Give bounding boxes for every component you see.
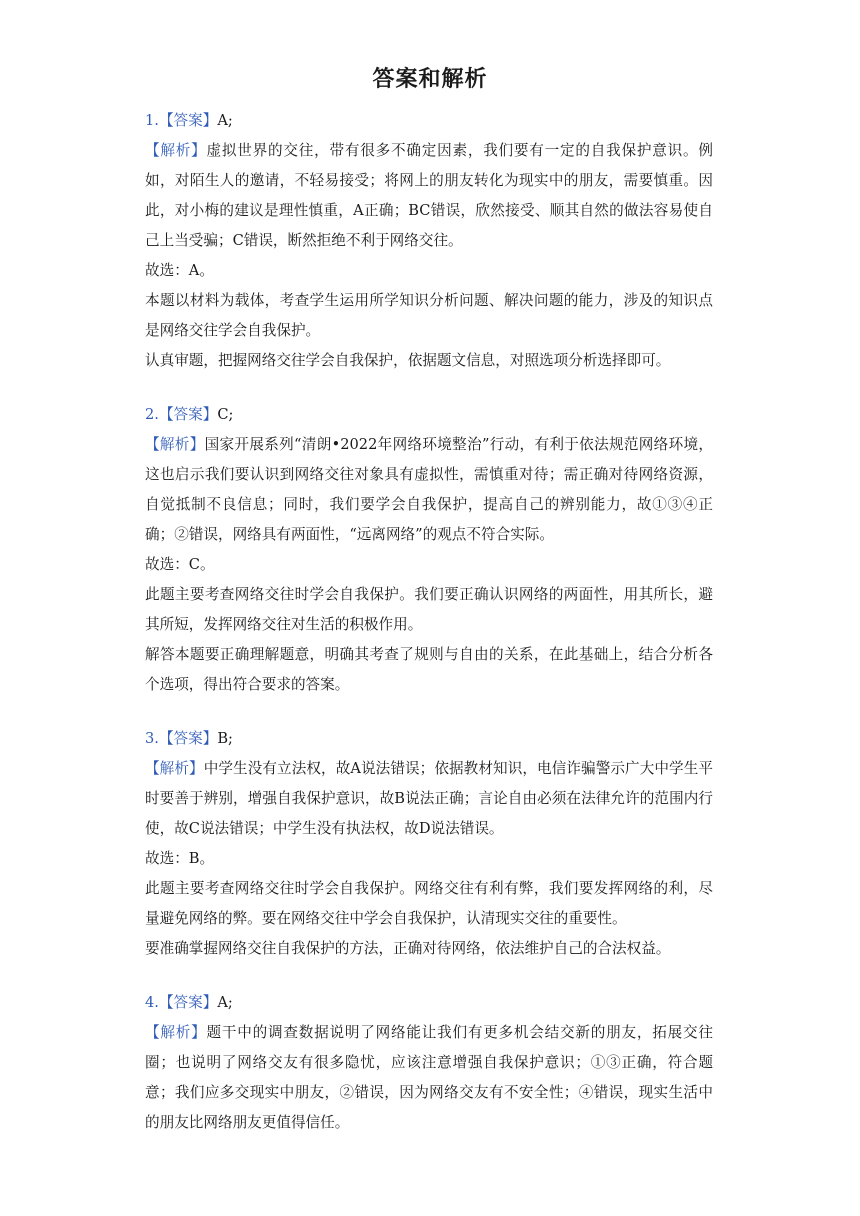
page-title: 答案和解析: [372, 67, 488, 92]
question-3: [145, 724, 713, 964]
answer-line: [145, 400, 713, 430]
answer-line: [145, 988, 713, 1018]
answer-tag: 【答案】: [158, 112, 218, 129]
answer-value: C;: [217, 406, 234, 423]
question-number: 2.: [145, 406, 159, 423]
analysis-paragraph: [145, 754, 713, 844]
answer-tag: 【答案】: [158, 406, 218, 423]
analysis-tag: 【解析】: [145, 142, 207, 159]
analysis-paragraph: [145, 136, 713, 256]
answer-line: [145, 724, 713, 754]
note-paragraph: 解答本题要正确理解题意，明确其考查了规则与自由的关系，在此基础上，结合分析各个选项，得出符合要求的答案。: [145, 646, 713, 693]
analysis-tag: 【解析】: [145, 1024, 207, 1041]
question-2: [145, 400, 713, 700]
analysis-tag: 【解析】: [145, 760, 204, 777]
answer-value: A;: [217, 994, 233, 1011]
analysis-text: 题干中的调查数据说明了网络能让我们有更多机会结交新的朋友，拓展交往圈；也说明了网络交友有很多隐忧，应该注意增强自我保护意识；①③正确，符合题意；我们应多交现实中朋友，②错误，因为网络交友有不安全性；④错误，现实生活中的朋友比网络朋友更值得信任。: [145, 1024, 713, 1131]
question-1: [145, 106, 713, 376]
answer-line: [145, 106, 713, 136]
note-paragraph: 要准确掌握网络交往自我保护的方法，正确对待网络，依法维护自己的合法权益。: [145, 940, 671, 957]
answer-value: A;: [217, 112, 233, 129]
note-paragraph: 本题以材料为载体，考查学生运用所学知识分析问题、解决问题的能力，涉及的知识点是网络交往学会自我保护。: [145, 292, 713, 339]
analysis-text: 中学生没有立法权，故A说法错误；依据教材知识，电信诈骗警示广大中学生平时要善于辨别，增强自我保护意识，故B说法正确；言论自由必须在法律允许的范围内行使，故C说法错误；中学生没有执法权，故D说法错误。: [145, 760, 713, 837]
analysis-paragraph: [145, 430, 713, 550]
choice-line: 故选：A。: [145, 262, 214, 279]
question-4: [145, 988, 713, 1138]
question-number: 1.: [145, 112, 159, 129]
question-number: 4.: [145, 994, 159, 1011]
note-paragraph: 认真审题，把握网络交往学会自我保护，依据题文信息，对照选项分析选择即可。: [145, 352, 671, 369]
analysis-paragraph: [145, 1018, 713, 1138]
answer-tag: 【答案】: [158, 994, 218, 1011]
question-number: 3.: [145, 730, 159, 747]
note-paragraph: 此题主要考查网络交往时学会自我保护。我们要正确认识网络的两面性，用其所长，避其所短，发挥网络交往对生活的积极作用。: [145, 586, 713, 633]
note-paragraph: 此题主要考查网络交往时学会自我保护。网络交往有利有弊，我们要发挥网络的利，尽量避免网络的弊。要在网络交往中学会自我保护，认清现实交往的重要性。: [145, 880, 713, 927]
answer-value: B;: [217, 730, 233, 747]
choice-line: 故选：C。: [145, 556, 215, 573]
choice-line: 故选：B。: [145, 850, 215, 867]
analysis-tag: 【解析】: [145, 436, 205, 453]
analysis-text: 虚拟世界的交往，带有很多不确定因素，我们要有一定的自我保护意识。例如，对陌生人的邀请，不轻易接受；将网上的朋友转化为现实中的朋友，需要慎重。因此，对小梅的建议是理性慎重，A正确；BC错误，欣然接受、顺其自然的做法容易使自己上当受骗；C错误，断然拒绝不利于网络交往。: [145, 142, 713, 249]
analysis-text: 国家开展系列“清朗•2022年网络环境整治”行动，有利于依法规范网络环境，这也启示我们要认识到网络交往对象具有虚拟性，需慎重对待；需正确对待网络资源，自觉抵制不良信息；同时，我们要学会自我保护，提高自己的辨别能力，故①③④正确；②错误，网络具有两面性，“远离网络”的观点不符合实际。: [145, 436, 713, 543]
answer-tag: 【答案】: [158, 730, 218, 747]
answer-list: [145, 106, 713, 1162]
